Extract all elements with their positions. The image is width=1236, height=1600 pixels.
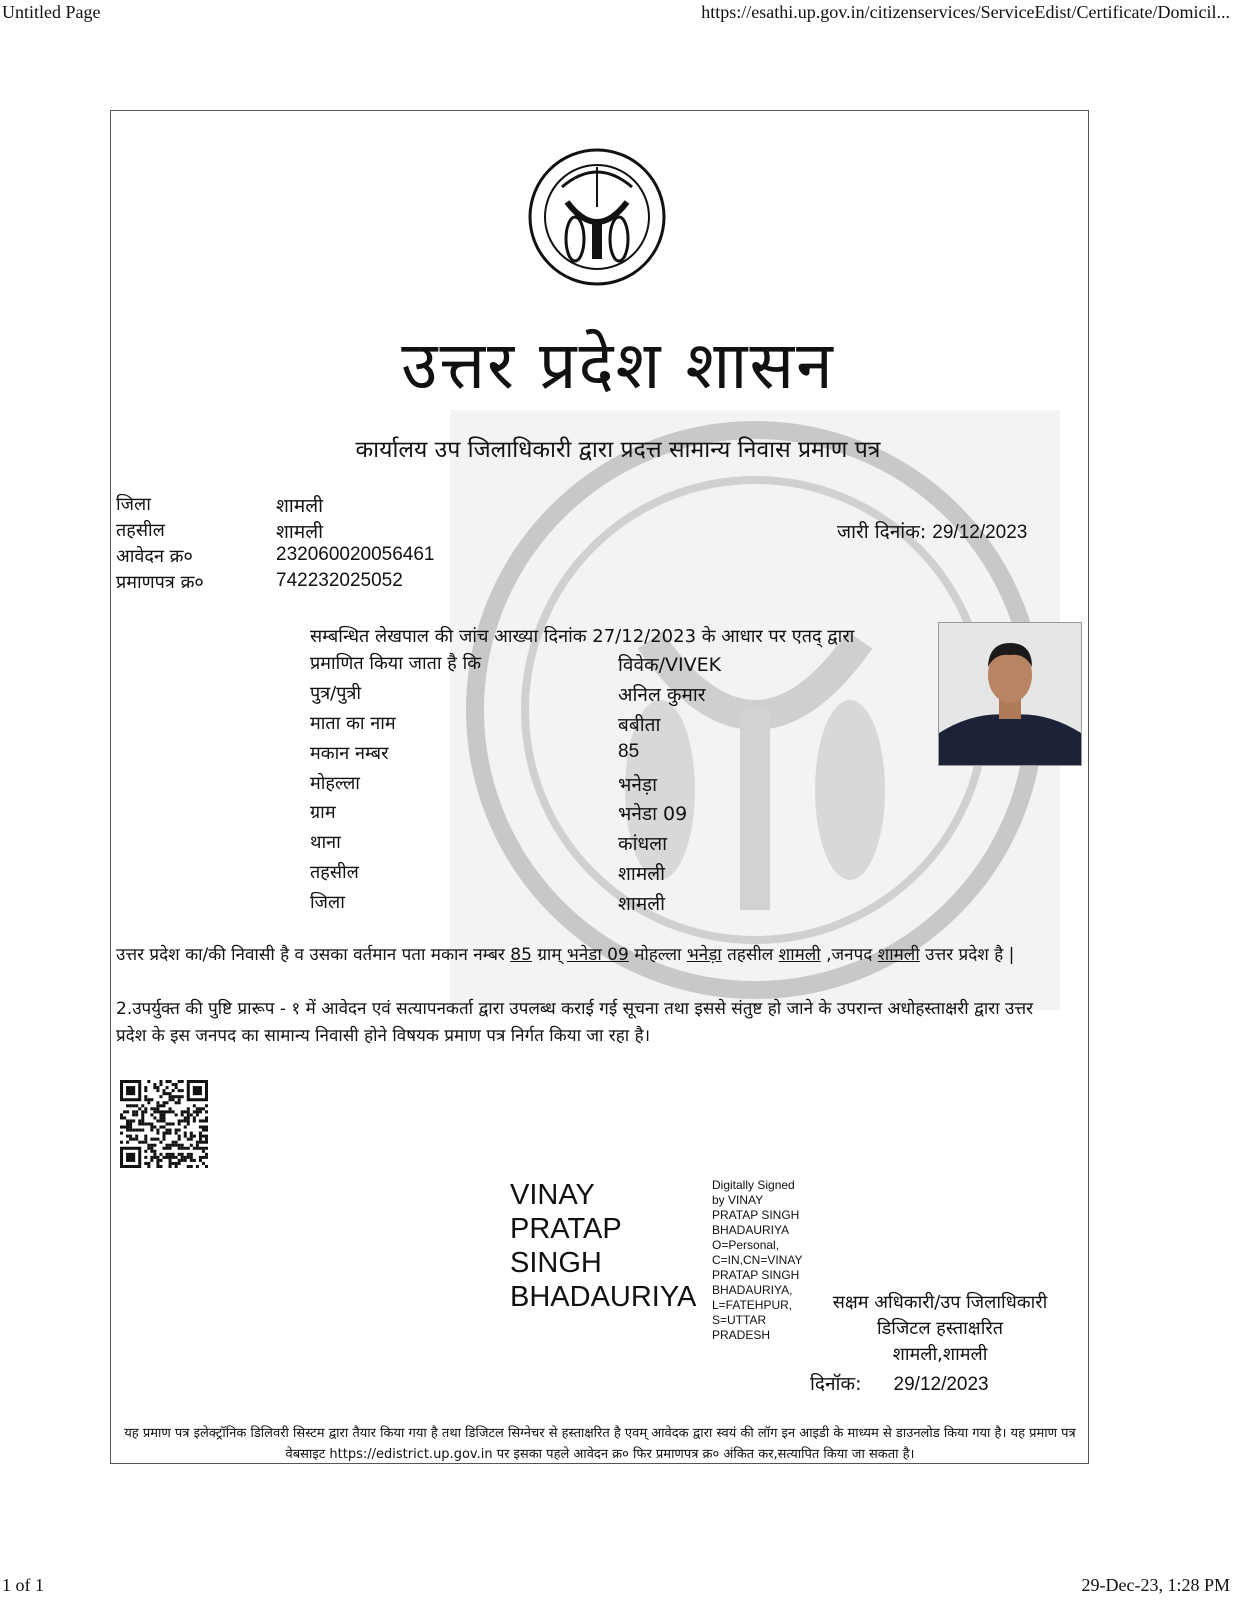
officer-date: [810, 1370, 989, 1396]
issue-date: [837, 518, 1027, 544]
district-value: शामली: [276, 495, 324, 517]
certificate-no-value: 742232025052: [276, 570, 403, 591]
verification-qr-code: [120, 1080, 208, 1168]
certificate-title: उत्तर प्रदेश शासन: [401, 327, 835, 404]
verification-intro: सम्बन्धित लेखपाल की जांच आख्या दिनांक 27/12/2023 के आधार पर एतद् द्वारा: [310, 626, 855, 647]
applicant-name: विवेक/VIVEK: [618, 654, 722, 676]
parent-label: पुत्र/पुत्री: [310, 683, 362, 704]
house-no-label: मकान नम्बर: [310, 743, 389, 764]
address-house-no: 85: [510, 945, 532, 965]
police-station-value: कांधला: [618, 833, 668, 855]
application-no-label: आवेदन क्र०: [116, 546, 193, 567]
officer-signed: डिजिटल हस्ताक्षरित: [877, 1318, 1003, 1339]
up-government-emblem: [527, 147, 667, 287]
print-timestamp: 29-Dec-23, 1:28 PM: [1081, 1575, 1230, 1595]
mohalla-value: भनेड़ा: [618, 774, 657, 796]
detail-district-label: जिला: [310, 892, 345, 913]
house-no-value: 85: [618, 741, 640, 762]
officer-designation: सक्षम अधिकारी/उप जिलाधिकारी: [832, 1292, 1048, 1313]
signer-name: VINAY PRATAP SINGH BHADAURIYA: [510, 1179, 697, 1313]
village-label: ग्राम: [310, 802, 336, 823]
officer-block: [800, 1290, 1080, 1368]
print-page-count: 1 of 1: [2, 1575, 44, 1595]
address-village: भनेडा 09: [566, 945, 629, 965]
print-url[interactable]: https://esathi.up.gov.in/citizenservices/ServiceEdist/Certificate/Domicil...: [701, 2, 1230, 22]
issue-date-label: जारी दिनांक:: [837, 521, 927, 543]
confirmation-statement: 2.उपर्युक्त की पुष्टि प्रारूप - १ में आवेदन एवं सत्यापनकर्ता द्वारा उपलब्ध कराई गई सूचना तथा इससे संतुष्ट हो जाने के उपरान्त अधोहस्ताक्षरी द्वारा उत्तर प्रदेश के इस जनपद का सामान्य निवासी होने विषयक प्रमाण पत्र निर्गत किया जा रहा है।: [116, 999, 1034, 1046]
disclaimer: यह प्रमाण पत्र इलेक्ट्रॉनिक डिलिवरी सिस्टम द्वारा तैयार किया गया है तथा डिजिटल सिग्नेचर से हस्ताक्षरित है एवम् आवेदक द्वारा स्वयं की लॉग इन आइडी के माध्यम से डाउनलोड किया गया है। यह प्रमाण पत्र वेबसाइट https://edistrict.up.gov.in पर इसका पहले आवेदन क्र० फिर प्रमाणपत्र क्र० अंकित कर,सत्यापित किया जा सकता है।: [124, 1426, 1076, 1462]
digital-signature-details: Digitally Signed by VINAY PRATAP SINGH BHADAURIYA O=Personal, C=IN,CN=VINAY PRATAP SINGH BHADAURIYA, L=FATEHPUR, S=UTTAR PRADESH: [712, 1178, 803, 1342]
village-value: भनेडा 09: [618, 803, 688, 825]
address-mohalla: भनेड़ा: [686, 945, 722, 965]
district-label: जिला: [116, 494, 151, 515]
certified-label: प्रमाणित किया जाता है कि: [310, 653, 482, 674]
certificate-subtitle: कार्यालय उप जिलाधिकारी द्वारा प्रदत्त सामान्य निवास प्रमाण पत्र: [355, 437, 881, 463]
residence-statement: उत्तर प्रदेश का/की निवासी है व उसका वर्तमान पता मकान नम्बर 85 ग्राम् भनेडा 09 मोहल्ला भनेड़ा तहसील शामली ,जनपद शामली उत्तर प्रदेश है |: [116, 945, 1015, 965]
police-station-label: थाना: [310, 832, 341, 853]
certificate-no-label: प्रमाणपत्र क्र०: [116, 572, 204, 593]
applicant-photo: [938, 622, 1082, 766]
print-page-title: Untitled Page: [2, 2, 101, 22]
detail-tehsil-value: शामली: [618, 863, 666, 885]
tehsil-label: तहसील: [116, 520, 165, 541]
detail-district-value: शामली: [618, 893, 666, 915]
application-no-value: 232060020056461: [276, 544, 435, 565]
address-tehsil: शामली: [778, 945, 821, 965]
officer-date-label: दिनॉक:: [810, 1373, 862, 1395]
parent-value: अनिल कुमार: [618, 684, 706, 706]
officer-date-value: 29/12/2023: [893, 1374, 989, 1395]
issue-date-value: 29/12/2023: [932, 522, 1028, 543]
mother-label: माता का नाम: [310, 713, 396, 734]
address-district: शामली: [877, 945, 920, 965]
mother-value: बबीता: [618, 714, 661, 736]
tehsil-value: शामली: [276, 521, 324, 543]
mohalla-label: मोहल्ला: [310, 773, 360, 794]
officer-place: शामली,शामली: [892, 1344, 988, 1365]
detail-tehsil-label: तहसील: [310, 862, 359, 883]
